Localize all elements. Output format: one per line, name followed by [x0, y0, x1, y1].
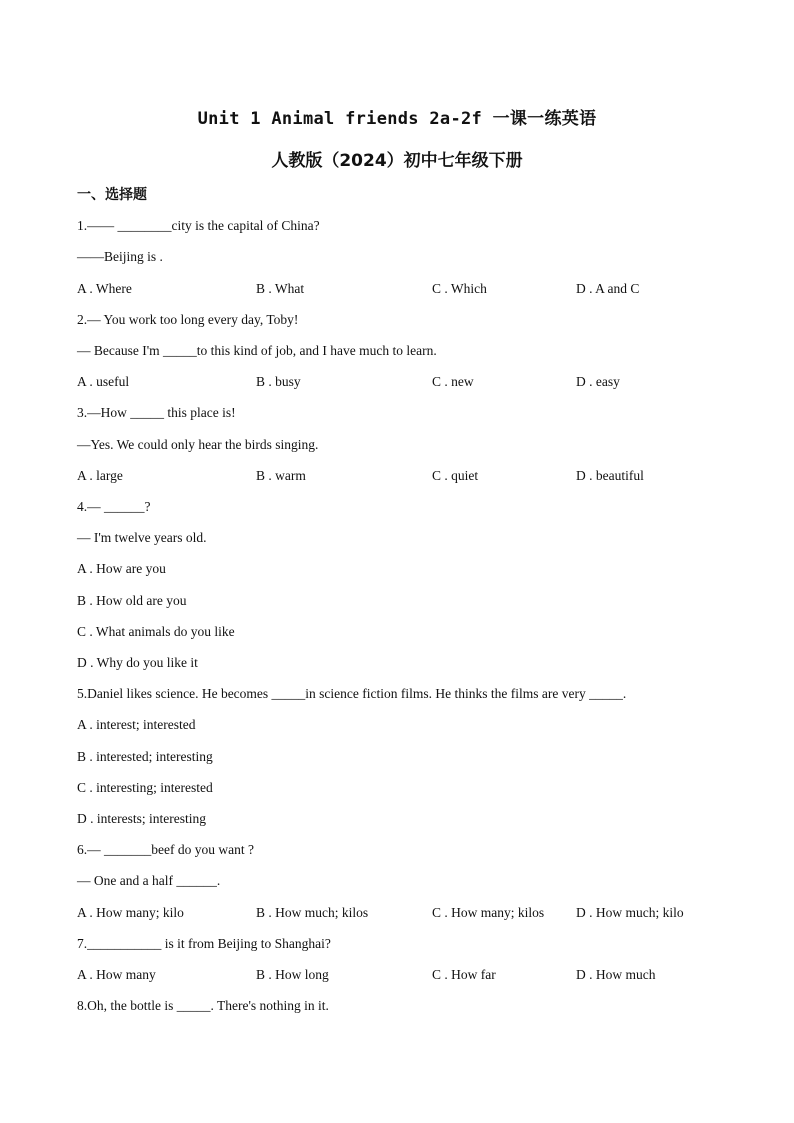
question-3-option-d: D . beautiful	[576, 468, 644, 483]
question-6-reply: — One and a half ______.	[77, 873, 221, 888]
question-3-option-b: B . warm	[256, 468, 306, 483]
question-6-option-b: B . How much; kilos	[256, 905, 369, 920]
question-7-option-d: D . How much	[576, 967, 656, 982]
question-3-option-a: A . large	[77, 468, 123, 483]
question-7-option-c: C . How far	[432, 967, 496, 982]
question-5-stem: 5.Daniel likes science. He becomes _____in science fiction films. He thinks the films are very _____.	[77, 686, 627, 701]
question-4-reply: — I'm twelve years old.	[77, 530, 207, 545]
question-3-reply: —Yes. We could only hear the birds singing.	[77, 437, 319, 452]
question-7-option-b: B . How long	[256, 967, 329, 982]
question-1-reply: ——Beijing is .	[77, 249, 163, 264]
question-5-option-c: C . interesting; interested	[77, 780, 213, 795]
question-2-reply: — Because I'm _____to this kind of job, and I have much to learn.	[77, 343, 437, 358]
question-2-option-c: C . new	[432, 374, 474, 389]
question-1-stem: 1.—— ________city is the capital of China?	[77, 218, 320, 233]
question-1-option-d: D . A and C	[576, 281, 640, 296]
question-4-option-c: C . What animals do you like	[77, 624, 235, 639]
question-6-option-d: D . How much; kilo	[576, 905, 684, 920]
question-5-option-b: B . interested; interesting	[77, 749, 213, 764]
question-1-option-c: C . Which	[432, 281, 487, 296]
question-7-stem: 7.___________ is it from Beijing to Shanghai?	[77, 936, 331, 951]
question-3-option-c: C . quiet	[432, 468, 479, 483]
question-1-option-a: A . Where	[77, 281, 132, 296]
question-6-stem: 6.— _______beef do you want ?	[77, 842, 254, 857]
document-title: Unit 1 Animal friends 2a-2f 一课一练英语	[197, 109, 597, 129]
question-2-option-a: A . useful	[77, 374, 130, 389]
question-7-option-a: A . How many	[77, 967, 156, 982]
question-4-stem: 4.— ______?	[77, 499, 151, 514]
question-2-option-b: B . busy	[256, 374, 301, 389]
document-subtitle: 人教版（2024）初中七年级下册	[271, 151, 523, 171]
question-1-option-b: B . What	[256, 281, 305, 296]
question-4-option-b: B . How old are you	[77, 593, 187, 608]
question-5-option-d: D . interests; interesting	[77, 811, 206, 826]
question-4-option-a: A . How are you	[77, 561, 166, 576]
question-2-stem: 2.— You work too long every day, Toby!	[77, 312, 299, 327]
question-6-option-c: C . How many; kilos	[432, 905, 545, 920]
question-6-option-a: A . How many; kilo	[77, 905, 184, 920]
question-5-option-a: A . interest; interested	[77, 717, 196, 732]
question-3-stem: 3.—How _____ this place is!	[77, 405, 236, 420]
question-2-option-d: D . easy	[576, 374, 620, 389]
question-4-option-d: D . Why do you like it	[77, 655, 198, 670]
question-8-stem: 8.Oh, the bottle is _____. There's nothing in it.	[77, 998, 329, 1013]
section-heading: 一、选择题	[77, 187, 147, 203]
